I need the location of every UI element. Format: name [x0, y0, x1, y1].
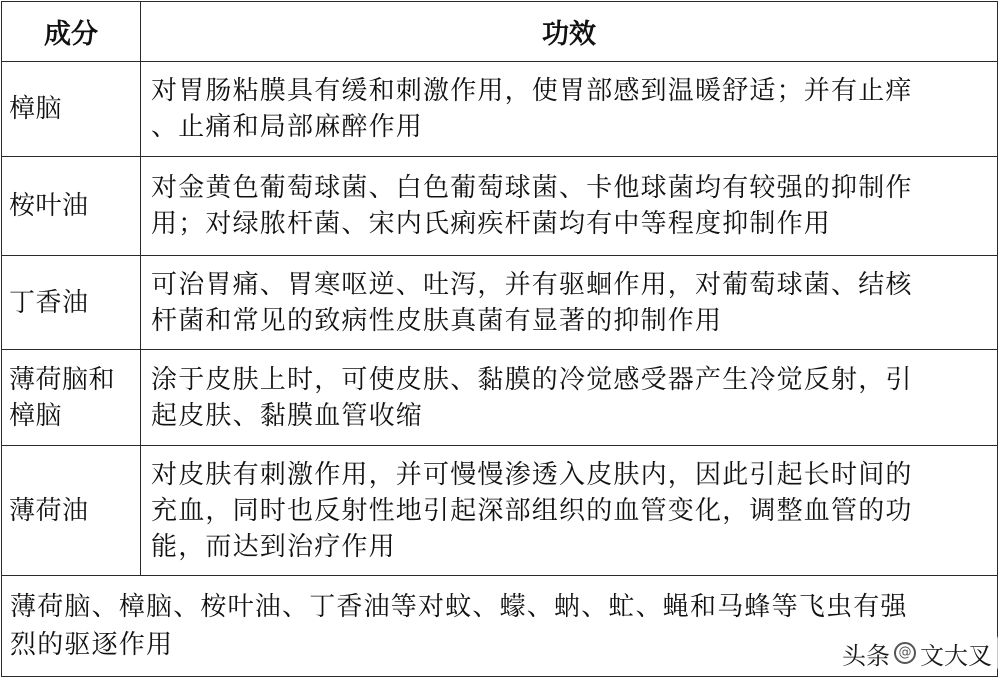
ingredient-name-line: 桉叶油 [9, 191, 89, 221]
watermark-author: 文大叉 [920, 641, 992, 670]
effect-line: 起皮肤、黏膜血管收缩 [151, 400, 424, 431]
at-icon: @ [894, 642, 916, 664]
table-row [2, 62, 998, 157]
effect-cell [141, 62, 998, 157]
effect-line: 可治胃痛、胃寒呕逆、吐泻，并有驱蛔作用，对葡萄球菌、结核 [151, 269, 913, 300]
ingredient-name-cell [2, 157, 141, 256]
effect-line: 对胃肠粘膜具有缓和刺激作用，使胃部感到温暖舒适；并有止痒 [151, 76, 913, 106]
effect-cell [141, 446, 998, 576]
note-line: 烈的驱逐作用 [10, 630, 174, 660]
effect-line: 涂于皮肤上时，可使皮肤、黏膜的冷觉感受器产生冷觉反射，引 [151, 364, 913, 395]
table-row [2, 256, 998, 350]
ingredient-name-line: 薄荷脑和 [9, 364, 116, 395]
ingredient-name-line: 薄荷油 [9, 495, 89, 526]
ingredient-name-line: 樟脑 [9, 94, 63, 124]
effect-line: 对金黄色葡萄球菌、白色葡萄球菌、卡他球菌均有较强的抑制作 [151, 173, 913, 203]
table-row [2, 157, 998, 256]
table-row [2, 446, 998, 576]
effect-line: 对皮肤有刺激作用，并可慢慢渗透入皮肤内，因此引起长时间的 [151, 459, 913, 490]
ingredient-name-cell [2, 62, 141, 157]
table-header-row [2, 2, 998, 62]
ingredient-name-line: 樟脑 [9, 400, 63, 431]
ingredient-effects-table [1, 1, 998, 677]
table-row [2, 350, 998, 446]
effect-cell [141, 256, 998, 350]
effect-cell [141, 350, 998, 446]
effect-line: 杆菌和常见的致病性皮肤真菌有显著的抑制作用 [151, 305, 723, 336]
note-line: 薄荷脑、樟脑、桉叶油、丁香油等对蚊、蠓、蚋、虻、蝇和马蜂等飞虫有强 [10, 592, 908, 622]
effect-line: 、止痛和局部麻醉作用 [151, 112, 424, 142]
effect-line: 用；对绿脓杆菌、宋内氏痢疾杆菌均有中等程度抑制作用 [151, 209, 832, 239]
ingredient-name-line: 丁香油 [9, 287, 89, 318]
ingredient-name-cell [2, 350, 141, 446]
source-watermark [838, 635, 998, 671]
ingredient-name-cell [2, 256, 141, 350]
ingredient-name-cell [2, 446, 141, 576]
effect-cell [141, 157, 998, 256]
effect-line: 充血，同时也反射性地引起深部组织的血管变化，调整血管的功 [151, 495, 913, 526]
column-header-effect: 功效 [141, 2, 998, 62]
effect-line: 能，而达到治疗作用 [151, 531, 396, 562]
column-header-ingredient: 成分 [2, 2, 141, 62]
watermark-platform: 头条 [842, 641, 890, 670]
